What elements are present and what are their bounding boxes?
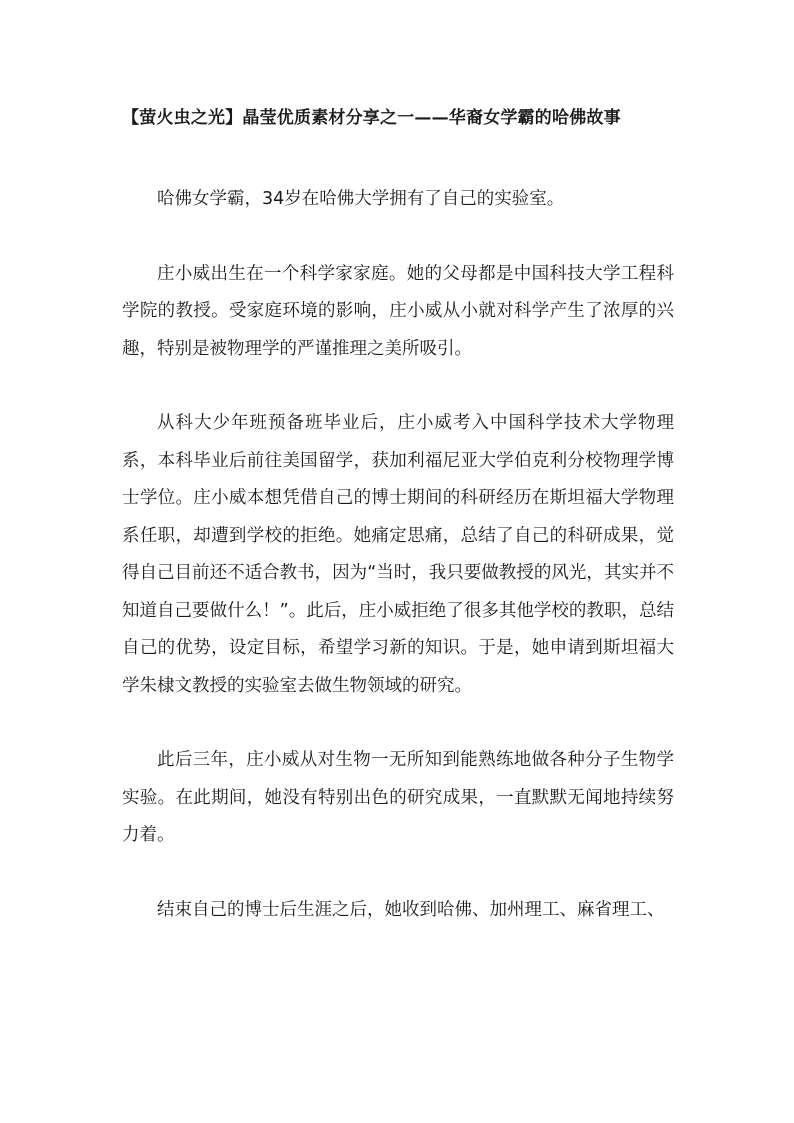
paragraph: 哈佛女学霸，34岁在哈佛大学拥有了自己的实验室。 [157, 189, 565, 209]
paragraph: 从科大少年班预备班毕业后，庄小威考入中国科学技术大学物理系，本科毕业后前往美国留学，获加利福尼亚大学伯克利分校物理学博士学位。庄小威本想凭借自己的博士期间的科研经历在斯坦福大学物理系任职，却遭到学校的拒绝。她痛定思痛，总结了自己的科研成果，觉得自己目前还不适合教书，因为“当时，我只要做教授的风光，其实并不知道自己要做什么！”。此后，庄小威拒绝了很多其他学校的教职，总结自己的优势，设定目标，希望学习新的知识。于是，她申请到斯坦福大学朱棣文教授的实验室去做生物领域的研究。 [122, 413, 674, 696]
paragraph: 此后三年，庄小威从对生物一无所知到能熟练地做各种分子生物学实验。在此期间，她没有特别出色的研究成果，一直默默无闻地持续努力着。 [122, 750, 674, 845]
paragraph: 结束自己的博士后生涯之后，她收到哈佛、加州理工、麻省理工、 [157, 899, 665, 920]
document-title: 【萤火虫之光】晶莹优质素材分享之一——华裔女学霸的哈佛故事 [122, 108, 621, 128]
document-body [122, 181, 674, 966]
paragraph: 庄小威出生在一个科学家家庭。她的父母都是中国科技大学工程科学院的教授。受家庭环境的影响，庄小威从小就对科学产生了浓厚的兴趣，特别是被物理学的严谨推理之美所吸引。 [122, 263, 674, 359]
